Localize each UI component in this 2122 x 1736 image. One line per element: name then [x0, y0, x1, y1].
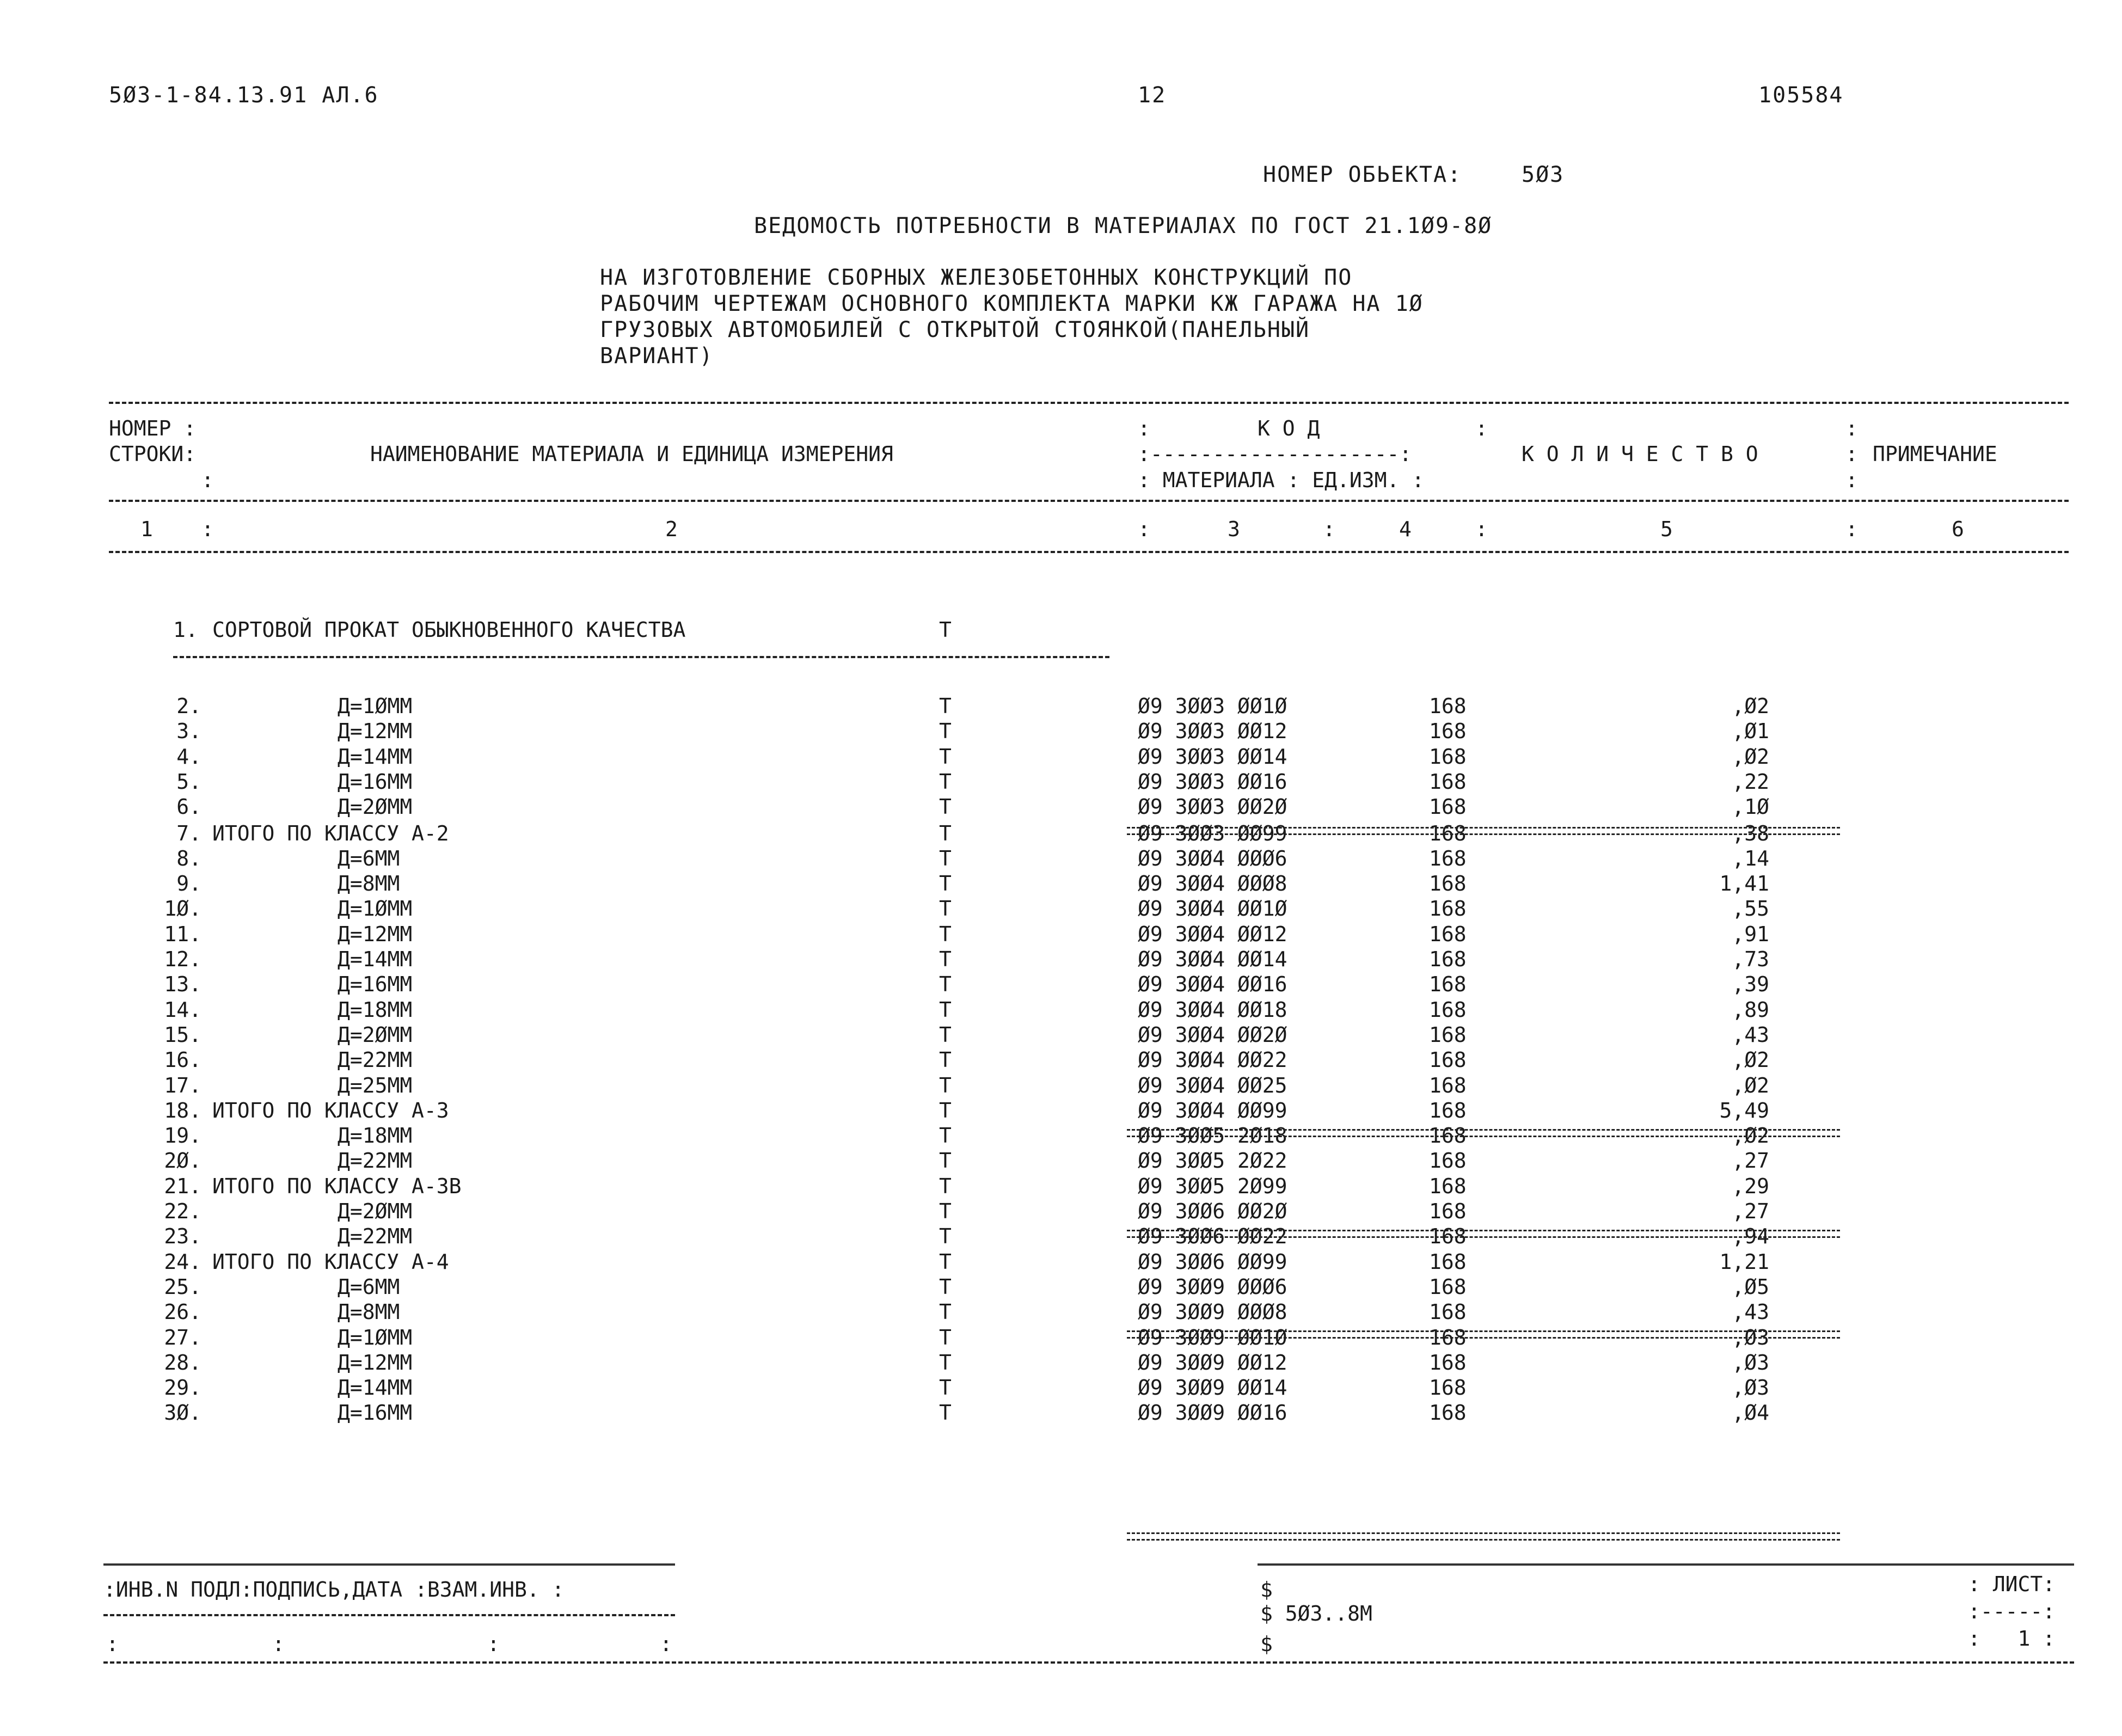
row-quantity: ,43 [1732, 1300, 1769, 1324]
row-number: 25. [164, 1275, 201, 1299]
object-label: НОМЕР ОБЬЕКТА: [1263, 162, 1462, 187]
subtitle-line-4: ВАРИАНТ) [600, 343, 714, 369]
code-header: К О Д [1258, 416, 1320, 440]
row-unit: Т [939, 872, 952, 895]
subtitle-line-2: РАБОЧИМ ЧЕРТЕЖАМ ОСНОВНОГО КОМПЛЕКТА МАРКИ КЖ ГАРАЖА НА 1Ø [600, 291, 1424, 316]
row-number: 12. [164, 947, 201, 971]
row-unit-code: 168 [1429, 897, 1467, 921]
note-header: ПРИМЕЧАНИЕ [1873, 442, 1997, 466]
table-row [0, 872, 2122, 897]
footer-right-top-rule [1258, 1563, 2074, 1566]
row-material-code: Ø9 3ØØ9 ØØ16 [1138, 1401, 1287, 1425]
row-unit: Т [939, 922, 952, 946]
row-name: Д=14ММ [338, 1376, 413, 1400]
table-row [0, 1300, 2122, 1326]
col-num-2: 2 [665, 517, 678, 541]
footer-mid-colon-bottom: $ [1260, 1632, 1273, 1656]
row-unit: Т [939, 1199, 952, 1223]
row-number: 17. [164, 1074, 201, 1097]
row-unit-code: 168 [1429, 770, 1467, 794]
row-number: 6. [176, 795, 201, 819]
row-number: 16. [164, 1048, 201, 1072]
row-name: Д=18ММ [338, 1124, 413, 1148]
row-number: 15. [164, 1023, 201, 1047]
col-num-5: 5 [1660, 517, 1673, 541]
row-material-code: Ø9 3ØØ9 ØØ12 [1138, 1351, 1287, 1375]
row-material-code: Ø9 3ØØ4 ØØØ6 [1138, 846, 1287, 870]
section-num: 1. [173, 618, 198, 642]
row-unit-code: 168 [1429, 795, 1467, 819]
row-unit-code: 168 [1429, 1376, 1467, 1400]
row-unit: Т [939, 1250, 952, 1274]
row-name: Д=18ММ [338, 998, 413, 1022]
sheet-number: : 1 : [1968, 1627, 2056, 1651]
row-quantity: ,91 [1732, 922, 1769, 946]
subtitle-line-3: ГРУЗОВЫХ АВТОМОБИЛЕЙ С ОТКРЫТОЙ СТОЯНКОЙ(ПАНЕЛЬНЫЙ [600, 317, 1310, 342]
row-quantity: ,14 [1732, 846, 1769, 870]
row-material-code: Ø9 3ØØ4 ØØ22 [1138, 1048, 1287, 1072]
section-unit: Т [939, 618, 952, 642]
row-unit-code: 168 [1429, 972, 1467, 996]
table-row [0, 972, 2122, 998]
row-number: 22. [164, 1199, 201, 1223]
stamp-colon-2: : [272, 1632, 285, 1656]
row-material-code: Ø9 3ØØ3 ØØ99 [1138, 821, 1287, 845]
row-quantity: 5,49 [1719, 1099, 1769, 1122]
row-unit: Т [939, 1326, 952, 1349]
row-quantity: ,43 [1732, 1023, 1769, 1047]
row-quantity: ,Ø2 [1732, 1124, 1769, 1148]
col-sep: : [1475, 517, 1488, 541]
row-name: Д=1ØММ [338, 897, 413, 921]
row-unit-code: 168 [1429, 1149, 1467, 1173]
row-name: Д=8ММ [338, 1300, 400, 1324]
row-material-code: Ø9 3ØØ3 ØØ14 [1138, 745, 1287, 769]
row-unit-code: 168 [1429, 1275, 1467, 1299]
row-name: Д=12ММ [338, 1351, 413, 1375]
row-number: 28. [164, 1351, 201, 1375]
table-row [0, 1149, 2122, 1174]
row-material-code: Ø9 3ØØ9 ØØ14 [1138, 1376, 1287, 1400]
group-separator [1127, 827, 1840, 835]
col-sep: : [1138, 517, 1150, 541]
row-name: Д=16ММ [338, 1401, 413, 1425]
row-unit-code: 168 [1429, 846, 1467, 870]
row-quantity: ,Ø5 [1732, 1275, 1769, 1299]
row-unit: Т [939, 897, 952, 921]
row-unit-code: 168 [1429, 1174, 1467, 1198]
subtitle-line-1: НА ИЗГОТОВЛЕНИЕ СБОРНЫХ ЖЕЛЕЗОБЕТОННЫХ КОНСТРУКЦИЙ ПО [600, 265, 1353, 290]
col-sep: : [201, 517, 214, 541]
code-sub-header: : МАТЕРИАЛА : ЕД.ИЗМ. : [1138, 468, 1425, 492]
table-row [0, 719, 2122, 745]
row-material-code: Ø9 3ØØ9 ØØ1Ø [1138, 1326, 1287, 1349]
row-unit: Т [939, 821, 952, 845]
table-row [0, 1048, 2122, 1074]
table-header-rule [109, 500, 2069, 502]
row-unit: Т [939, 998, 952, 1022]
col-num-4: 4 [1399, 517, 1412, 541]
row-quantity: ,Ø3 [1732, 1326, 1769, 1349]
row-name: Д=12ММ [338, 719, 413, 743]
group-separator [1127, 1532, 1840, 1541]
row-number: 21. [164, 1174, 201, 1198]
row-unit-code: 168 [1429, 719, 1467, 743]
row-quantity: ,55 [1732, 897, 1769, 921]
row-name: Д=14ММ [338, 947, 413, 971]
row-unit: Т [939, 1224, 952, 1248]
row-unit-code: 168 [1429, 947, 1467, 971]
row-material-code: Ø9 3ØØ4 ØØ25 [1138, 1074, 1287, 1097]
row-material-code: Ø9 3ØØ6 ØØ2Ø [1138, 1199, 1287, 1223]
table-row [0, 1074, 2122, 1099]
row-material-code: Ø9 3ØØ4 ØØ12 [1138, 922, 1287, 946]
row-unit: Т [939, 846, 952, 870]
doc-id: 105584 [1758, 83, 1844, 108]
row-number: 1Ø. [164, 897, 201, 921]
row-name: Д=6ММ [338, 1275, 400, 1299]
row-unit: Т [939, 1124, 952, 1148]
row-unit-code: 168 [1429, 1250, 1467, 1274]
row-name: ИТОГО ПО КЛАССУ А-3В [212, 1174, 462, 1198]
row-quantity: ,Ø3 [1732, 1351, 1769, 1375]
row-quantity: ,73 [1732, 947, 1769, 971]
code-dashes: :--------------------: [1138, 442, 1412, 466]
row-material-code: Ø9 3ØØ5 2Ø99 [1138, 1174, 1287, 1198]
row-quantity: ,27 [1732, 1149, 1769, 1173]
row-number: 9. [176, 872, 201, 895]
row-number: 19. [164, 1124, 201, 1148]
row-number: 7. [176, 821, 201, 845]
page-number: 12 [1138, 83, 1167, 108]
row-quantity: ,Ø2 [1732, 1048, 1769, 1072]
sheet-reference: $ 5Ø3..8М [1260, 1602, 1372, 1625]
row-unit: Т [939, 1300, 952, 1324]
row-material-code: Ø9 3ØØ5 2Ø18 [1138, 1124, 1287, 1148]
row-number: 13. [164, 972, 201, 996]
table-top-rule [109, 402, 2069, 404]
row-unit-code: 168 [1429, 1300, 1467, 1324]
row-unit: Т [939, 1023, 952, 1047]
table-row [0, 1401, 2122, 1426]
row-quantity: 1,21 [1719, 1250, 1769, 1274]
row-name: ИТОГО ПО КЛАССУ А-2 [212, 821, 449, 845]
row-unit: Т [939, 1351, 952, 1375]
row-unit-code: 168 [1429, 1326, 1467, 1349]
row-unit-code: 168 [1429, 1224, 1467, 1248]
stamp-colon-3: : [487, 1632, 500, 1656]
stamp-colon-1: : [106, 1632, 119, 1656]
table-row [0, 795, 2122, 820]
qty-header: К О Л И Ч Е С Т В О [1522, 442, 1758, 466]
row-quantity: ,38 [1732, 821, 1769, 845]
row-unit: Т [939, 1149, 952, 1173]
row-unit-code: 168 [1429, 998, 1467, 1022]
row-unit: Т [939, 719, 952, 743]
row-number: 5. [176, 770, 201, 794]
group-separator [1127, 1129, 1840, 1137]
table-row [0, 1199, 2122, 1225]
row-name: Д=1ØММ [338, 1326, 413, 1349]
table-row [0, 694, 2122, 720]
row-number: 8. [176, 846, 201, 870]
row-quantity: ,39 [1732, 972, 1769, 996]
row-material-code: Ø9 3ØØ3 ØØ1Ø [1138, 694, 1287, 718]
row-quantity: ,89 [1732, 998, 1769, 1022]
table-row [0, 947, 2122, 973]
row-number: 2Ø. [164, 1149, 201, 1173]
row-name: Д=1ØММ [338, 694, 413, 718]
row-no-header-2: СТРОКИ: [109, 442, 197, 466]
row-name: Д=16ММ [338, 972, 413, 996]
row-no-header-3: : [201, 468, 214, 492]
note-colon-3: : [1845, 468, 1858, 492]
footer-mid-colon-top: $ [1260, 1578, 1273, 1602]
row-unit-code: 168 [1429, 1074, 1467, 1097]
row-name: Д=6ММ [338, 846, 400, 870]
table-row [0, 846, 2122, 872]
row-name: Д=12ММ [338, 922, 413, 946]
row-unit: Т [939, 1074, 952, 1097]
stamp-mid-rule [103, 1614, 675, 1616]
row-material-code: Ø9 3ØØ4 ØØ16 [1138, 972, 1287, 996]
row-material-code: Ø9 3ØØ4 ØØ2Ø [1138, 1023, 1287, 1047]
row-name: Д=8ММ [338, 872, 400, 895]
row-material-code: Ø9 3ØØ4 ØØ18 [1138, 998, 1287, 1022]
stamp-header: :ИНВ.N ПОДЛ:ПОДПИСЬ,ДАТА :ВЗАМ.ИНВ. : [103, 1578, 565, 1602]
row-quantity: ,94 [1732, 1224, 1769, 1248]
row-number: 3. [176, 719, 201, 743]
page-title: ВЕДОМОСТЬ ПОТРЕБНОСТИ В МАТЕРИАЛАХ ПО ГОСТ 21.1Ø9-8Ø [754, 213, 1493, 238]
table-header-rule-2 [109, 551, 2069, 553]
row-number: 29. [164, 1376, 201, 1400]
sheet-label: : ЛИСТ: [1968, 1572, 2056, 1596]
table-row [0, 1351, 2122, 1376]
table-row [0, 998, 2122, 1023]
row-material-code: Ø9 3ØØ9 ØØØ6 [1138, 1275, 1287, 1299]
code-colon-top-2: : [1475, 416, 1488, 440]
row-unit-code: 168 [1429, 821, 1467, 845]
row-material-code: Ø9 3ØØ6 ØØ22 [1138, 1224, 1287, 1248]
row-name: Д=2ØММ [338, 795, 413, 819]
row-name: Д=22ММ [338, 1224, 413, 1248]
row-unit: Т [939, 1099, 952, 1122]
row-number: 26. [164, 1300, 201, 1324]
table-row [0, 745, 2122, 770]
row-number: 3Ø. [164, 1401, 201, 1425]
note-colon-1: : [1845, 416, 1858, 440]
stamp-colon-4: : [660, 1632, 672, 1656]
row-quantity: ,Ø2 [1732, 745, 1769, 769]
row-unit-code: 168 [1429, 694, 1467, 718]
row-no-header-1: НОМЕР : [109, 416, 197, 440]
row-number: 2. [176, 694, 201, 718]
row-name: Д=22ММ [338, 1048, 413, 1072]
row-number: 27. [164, 1326, 201, 1349]
row-material-code: Ø9 3ØØ4 ØØ99 [1138, 1099, 1287, 1122]
row-quantity: ,1Ø [1732, 795, 1769, 819]
row-unit: Т [939, 745, 952, 769]
col-num-1: 1 [140, 517, 153, 541]
table-row [0, 770, 2122, 795]
row-unit: Т [939, 770, 952, 794]
row-unit-code: 168 [1429, 1099, 1467, 1122]
row-unit-code: 168 [1429, 1199, 1467, 1223]
section-title [0, 618, 2122, 643]
table-row [0, 1275, 2122, 1301]
row-unit-code: 168 [1429, 745, 1467, 769]
row-unit-code: 168 [1429, 1023, 1467, 1047]
row-unit: Т [939, 1048, 952, 1072]
row-number: 14. [164, 998, 201, 1022]
table-row [0, 1376, 2122, 1401]
stamp-top-rule [103, 1563, 675, 1566]
row-material-code: Ø9 3ØØ3 ØØ2Ø [1138, 795, 1287, 819]
row-material-code: Ø9 3ØØ9 ØØØ8 [1138, 1300, 1287, 1324]
row-material-code: Ø9 3ØØ4 ØØ1Ø [1138, 897, 1287, 921]
row-unit: Т [939, 1174, 952, 1198]
row-name: Д=2ØММ [338, 1199, 413, 1223]
row-number: 24. [164, 1250, 201, 1274]
row-material-code: Ø9 3ØØ3 ØØ12 [1138, 719, 1287, 743]
row-material-code: Ø9 3ØØ5 2Ø22 [1138, 1149, 1287, 1173]
row-name: Д=22ММ [338, 1149, 413, 1173]
row-name: Д=25ММ [338, 1074, 413, 1097]
name-header: НАИМЕНОВАНИЕ МАТЕРИАЛА И ЕДИНИЦА ИЗМЕРЕНИЯ [370, 442, 893, 466]
row-quantity: 1,41 [1719, 872, 1769, 895]
row-unit: Т [939, 972, 952, 996]
table-row [0, 1174, 2122, 1200]
row-number: 11. [164, 922, 201, 946]
row-number: 4. [176, 745, 201, 769]
table-row [0, 1023, 2122, 1048]
row-material-code: Ø9 3ØØ4 ØØ14 [1138, 947, 1287, 971]
page-bottom-rule [103, 1661, 2074, 1664]
row-unit: Т [939, 1376, 952, 1400]
row-unit-code: 168 [1429, 922, 1467, 946]
row-material-code: Ø9 3ØØ6 ØØ99 [1138, 1250, 1287, 1274]
row-quantity: ,22 [1732, 770, 1769, 794]
section-underline [173, 656, 1109, 658]
row-unit: Т [939, 947, 952, 971]
group-separator [1127, 1330, 1840, 1339]
col-sep: : [1845, 517, 1858, 541]
col-num-3: 3 [1228, 517, 1240, 541]
row-unit: Т [939, 1401, 952, 1425]
row-unit: Т [939, 1275, 952, 1299]
table-row [0, 1250, 2122, 1275]
row-name: ИТОГО ПО КЛАССУ А-3 [212, 1099, 449, 1122]
row-quantity: ,Ø2 [1732, 1074, 1769, 1097]
col-sep: : [1323, 517, 1335, 541]
table-row [0, 1099, 2122, 1124]
row-unit-code: 168 [1429, 872, 1467, 895]
row-name: ИТОГО ПО КЛАССУ А-4 [212, 1250, 449, 1274]
row-unit: Т [939, 795, 952, 819]
col-num-6: 6 [1952, 517, 1964, 541]
section-name: СОРТОВОЙ ПРОКАТ ОБЫКНОВЕННОГО КАЧЕСТВА [212, 618, 686, 642]
row-material-code: Ø9 3ØØ3 ØØ16 [1138, 770, 1287, 794]
table-row [0, 897, 2122, 922]
group-separator [1127, 1230, 1840, 1238]
table-row [0, 922, 2122, 948]
row-name: Д=2ØММ [338, 1023, 413, 1047]
row-unit-code: 168 [1429, 1048, 1467, 1072]
row-material-code: Ø9 3ØØ4 ØØØ8 [1138, 872, 1287, 895]
object-number: 5Ø3 [1522, 162, 1565, 187]
row-quantity: ,Ø4 [1732, 1401, 1769, 1425]
row-number: 23. [164, 1224, 201, 1248]
row-quantity: ,Ø1 [1732, 719, 1769, 743]
doc-code: 5Ø3-1-84.13.91 АЛ.6 [109, 83, 379, 108]
row-quantity: ,27 [1732, 1199, 1769, 1223]
row-unit-code: 168 [1429, 1401, 1467, 1425]
row-quantity: ,Ø2 [1732, 694, 1769, 718]
note-colon-2: : [1845, 442, 1858, 466]
row-quantity: ,29 [1732, 1174, 1769, 1198]
row-quantity: ,Ø3 [1732, 1376, 1769, 1400]
code-colon-top: : [1138, 416, 1150, 440]
sheet-dashes: :-----: [1968, 1599, 2056, 1623]
row-name: Д=16ММ [338, 770, 413, 794]
row-unit-code: 168 [1429, 1124, 1467, 1148]
row-number: 18. [164, 1099, 201, 1122]
row-unit: Т [939, 694, 952, 718]
row-name: Д=14ММ [338, 745, 413, 769]
row-unit-code: 168 [1429, 1351, 1467, 1375]
